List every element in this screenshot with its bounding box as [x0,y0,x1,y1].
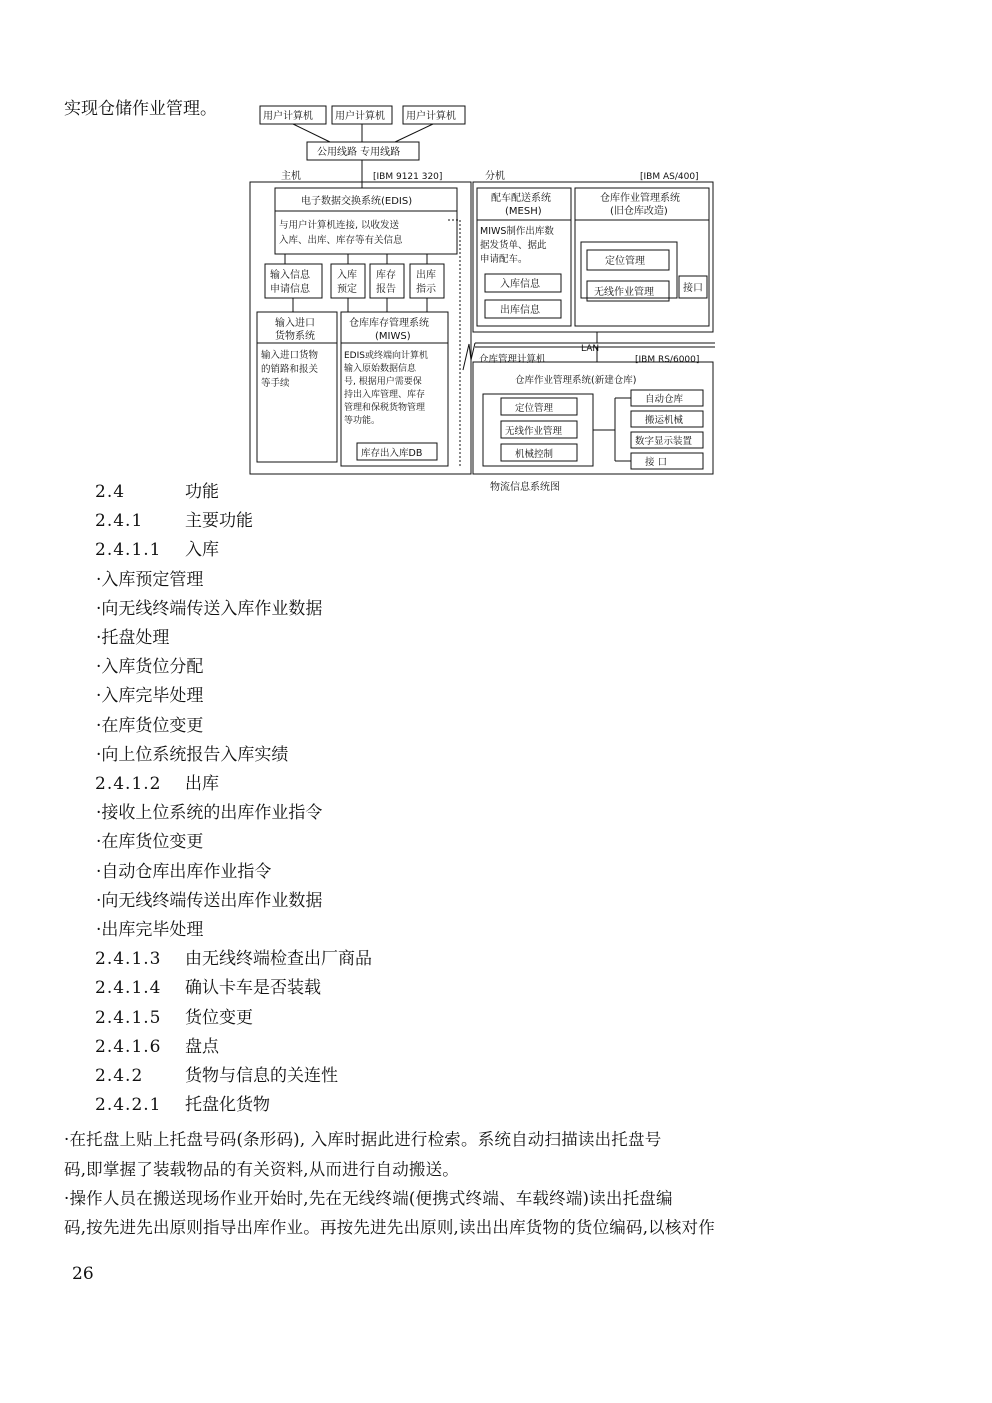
mini-box-2-l1: 入库 [337,270,357,281]
section-number: 2.4.1 [95,511,144,531]
edis-desc-1: 与用户计算机连接, 以收发送 [279,220,400,231]
section-heading [95,949,372,969]
paragraph-2-line-2: 码,按先进先出原则指导出库作业。再按先进先出原则,读出出库货物的货位编码,以核对作 [64,1218,715,1237]
section-number: 2.4.1.3 [95,949,162,969]
import-desc-1: 输入进口货物 [261,350,319,361]
new-wh-title: 仓库作业管理系统(新建仓库) [515,375,637,386]
mesh-title-1: 配车配送系统 [491,193,551,204]
mesh-desc-1: MIWS制作出库数 [480,226,554,237]
mini-box-3-l2: 报告 [376,284,396,295]
section-number: 2.4 [95,482,126,502]
old-wh-title-1: 仓库作业管理系统 [600,193,680,204]
section-title: 货位变更 [185,1008,253,1028]
page-number: 26 [72,1264,94,1284]
section-title: 盘点 [185,1037,219,1057]
bullet-item: ·托盘处理 [96,628,170,648]
section-heading [95,978,321,998]
mesh-desc-2: 据发货单、据此 [480,240,547,251]
user-computer-2: 用户计算机 [335,111,385,122]
old-wh-title-2: (旧仓库改造) [610,206,668,217]
miws-desc-6: 等功能。 [344,416,381,426]
mini-box-1-l1: 输入信息 [270,270,310,281]
bullet-item: ·自动仓库出库作业指令 [96,862,272,882]
section-number: 2.4.2.1 [95,1095,162,1115]
section-title: 入库 [185,540,219,560]
edis-title: 电子数据交换系统(EDIS) [301,196,413,207]
bullet-item: ·向上位系统报告入库实绩 [96,745,289,765]
section-title: 功能 [185,482,219,502]
mini-box-4-l2: 指示 [416,284,436,295]
import-title-2: 货物系统 [275,331,315,342]
miws-desc-5: 管理和保税货物管理 [344,403,426,413]
line-label: 公用线路 专用线路 [317,147,401,158]
section-title: 主要功能 [185,511,253,531]
bullet-item: ·出库完毕处理 [96,920,204,940]
bullet-item: ·向无线终端传送出库作业数据 [96,891,323,911]
section-number: 2.4.2 [95,1066,144,1086]
new-wh-left-1: 定位管理 [515,403,554,414]
section-number: 2.4.1.6 [95,1037,162,1057]
miws-desc-3: 号, 根据用户需要保 [344,377,422,387]
mini-box-4-l1: 出库 [416,270,436,281]
section-title: 货物与信息的关连性 [185,1066,338,1086]
old-wh-box-1: 定位管理 [605,256,645,267]
miws-desc-2: 输入原始数据信息 [344,364,417,374]
section-heading [95,1066,338,1086]
wh-computer-model: [IBM RS/6000] [635,355,700,365]
edis-desc-2: 入库、出库、库存等有关信息 [279,235,403,246]
mesh-box-out: 出库信息 [500,305,540,316]
new-wh-right-3: 数字显示装置 [635,436,693,447]
new-wh-left-3: 机械控制 [515,449,554,460]
bullet-item: ·接收上位系统的出库作业指令 [96,803,323,823]
miws-desc-1: EDIS或终端向计算机 [344,351,428,361]
lan-label: LAN [581,344,600,354]
new-wh-right-2: 搬运机械 [645,415,684,426]
mini-box-1-l2: 申请信息 [270,284,310,295]
new-wh-right-1: 自动仓库 [645,394,684,405]
import-title-1: 输入进口 [275,318,315,329]
import-desc-3: 等手续 [261,378,290,389]
section-title: 出库 [185,774,219,794]
section-heading [95,540,219,560]
mini-box-3-l1: 库存 [376,270,396,281]
mesh-title-2: (MESH) [505,206,542,217]
diagram-caption: 物流信息系统图 [490,482,560,493]
section-title: 由无线终端检查出厂商品 [185,949,372,969]
section-number: 2.4.1.2 [95,774,162,794]
section-heading [95,482,219,502]
branch-model: [IBM AS/400] [640,172,699,182]
section-number: 2.4.1.5 [95,1008,162,1028]
host-label: 主机 [281,171,301,182]
host-model: [IBM 9121 320] [373,172,443,182]
new-wh-left-2: 无线作业管理 [505,426,563,437]
bullet-item: ·在库货位变更 [96,832,204,852]
user-computer-3: 用户计算机 [406,111,456,122]
miws-title-1: 仓库库存管理系统 [349,318,429,329]
section-heading [95,774,219,794]
miws-db: 库存出入库DB [361,448,423,459]
bullet-item: ·向无线终端传送入库作业数据 [96,599,323,619]
mesh-desc-3: 申请配车。 [480,254,528,265]
paragraph-1-line-2: 码,即掌握了装载物品的有关资料,从而进行自动搬送。 [64,1160,459,1179]
section-heading [95,1095,270,1115]
section-number: 2.4.1.1 [95,540,162,560]
bullet-item: ·入库预定管理 [96,570,204,590]
import-desc-2: 的销路和报关 [261,364,319,375]
section-heading [95,1037,219,1057]
logistics-system-diagram [245,100,725,480]
user-computer-1: 用户计算机 [263,111,313,122]
section-title: 托盘化货物 [185,1095,270,1115]
paragraph-2-line-1: ·操作人员在搬送现场作业开始时,先在无线终端(便携式终端、车载终端)读出托盘编 [64,1189,673,1208]
miws-title-2: (MIWS) [375,331,411,342]
bullet-item: ·在库货位变更 [96,716,204,736]
miws-desc-4: 持出入库管理、库存 [344,390,426,400]
branch-label: 分机 [485,171,505,182]
section-number: 2.4.1.4 [95,978,162,998]
intro-text: 实现仓储作业管理。 [64,99,217,119]
section-title: 确认卡车是否装载 [185,978,321,998]
paragraph-1-line-1: ·在托盘上贴上托盘号码(条形码), 入库时据此进行检索。系统自动扫描读出托盘号 [64,1130,662,1149]
section-heading [95,511,253,531]
bullet-item: ·入库货位分配 [96,657,204,677]
mini-box-2-l2: 预定 [337,284,357,295]
new-wh-right-4: 接 口 [645,457,668,468]
old-wh-box-2: 无线作业管理 [594,287,654,298]
mesh-box-in: 入库信息 [500,279,540,290]
old-wh-box-3: 接口 [683,283,703,294]
wh-computer-label: 仓库管理计算机 [479,354,546,365]
bullet-item: ·入库完毕处理 [96,686,204,706]
section-heading [95,1008,253,1028]
